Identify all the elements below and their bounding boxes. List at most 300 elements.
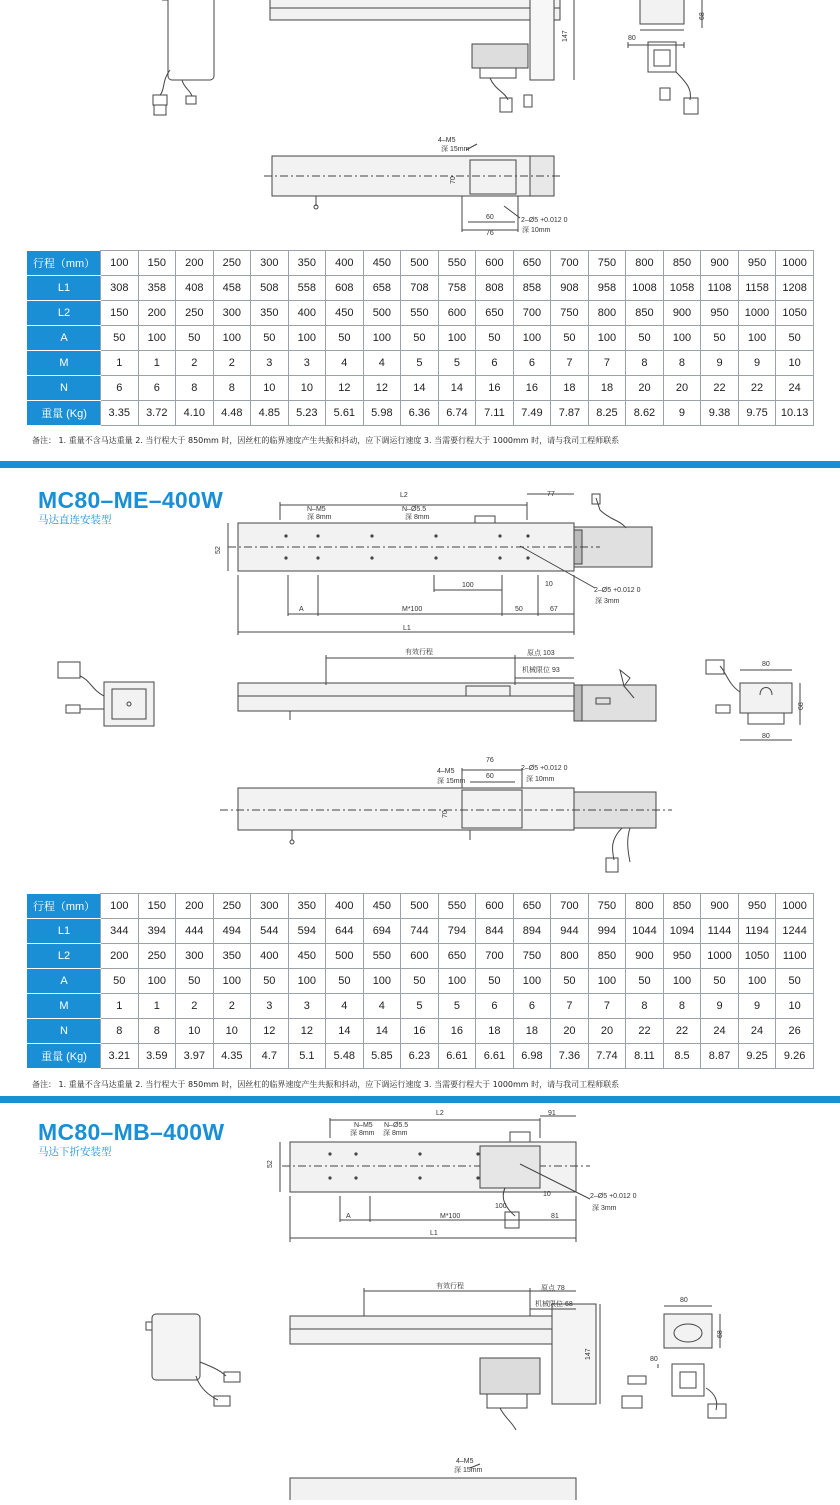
table-cell: 100	[138, 326, 176, 351]
table-cell: 100	[438, 326, 476, 351]
section-me-drawings	[0, 480, 840, 890]
table-cell: 900	[701, 251, 739, 276]
table-cell: 700	[551, 251, 589, 276]
dim-50: 50	[515, 606, 523, 613]
table-cell: 2	[213, 994, 251, 1019]
table-cell: 9	[738, 351, 776, 376]
table-cell: 24	[738, 1019, 776, 1044]
me-motor-end-view	[58, 662, 154, 726]
table-cell: 550	[363, 944, 401, 969]
table-cell: 50	[326, 969, 364, 994]
table-cell: 800	[626, 894, 664, 919]
table-cell: 650	[513, 251, 551, 276]
table-cell: 594	[288, 919, 326, 944]
side-motor-view	[153, 0, 214, 115]
table-cell: 5.1	[288, 1044, 326, 1069]
dim-10: 10	[545, 581, 553, 588]
dim-4-m5-b: 4–M5	[437, 768, 455, 775]
table-cell: 50	[251, 969, 289, 994]
bottom-view	[264, 144, 562, 232]
table-cell: 400	[326, 894, 364, 919]
table-cell: 20	[588, 1019, 626, 1044]
table-cell: 3	[251, 351, 289, 376]
table-row	[28, 376, 814, 401]
table-cell: 50	[176, 969, 214, 994]
dim-deep8b: 深 8mm	[405, 514, 430, 521]
table-cell: 20	[551, 1019, 589, 1044]
table-cell: 1100	[776, 944, 814, 969]
table-cell: 12	[363, 376, 401, 401]
table-cell: 508	[251, 276, 289, 301]
section-top-drawings	[0, 0, 840, 245]
table-cell: 850	[663, 894, 701, 919]
row-header: 重量 (Kg)	[28, 401, 101, 426]
table-cell: 50	[476, 969, 514, 994]
table-cell: 9	[663, 401, 701, 426]
dim-deep10: 深 10mm	[522, 227, 551, 234]
table-cell: 7.36	[551, 1044, 589, 1069]
dim-80b: 80	[650, 1356, 658, 1363]
table-cell: 344	[101, 919, 139, 944]
table-cell: 10	[251, 376, 289, 401]
table-cell: 22	[663, 1019, 701, 1044]
table-cell: 308	[101, 276, 139, 301]
table-note-1: 备注： 1. 重量不含马达重量 2. 当行程大于 850mm 时，因丝杠的临界速度产生共振和抖动，应下调运行速度 3. 当需要行程大于 1000mm 时，请与我司工程师联系	[32, 436, 620, 445]
table-cell: 14	[401, 376, 439, 401]
table-cell: 7.87	[551, 401, 589, 426]
table-cell: 100	[438, 969, 476, 994]
table-cell: 900	[701, 894, 739, 919]
dim-deep8b: 深 8mm	[383, 1130, 408, 1137]
table-row	[28, 276, 814, 301]
table-cell: 6.74	[438, 401, 476, 426]
table-cell: 550	[438, 894, 476, 919]
table-cell: 200	[176, 894, 214, 919]
end-view	[628, 0, 702, 114]
table-cell: 350	[213, 944, 251, 969]
table-cell: 100	[288, 326, 326, 351]
table-cell: 3	[251, 994, 289, 1019]
table-cell: 250	[213, 251, 251, 276]
dim-n-d55: N–Ø5.5	[402, 506, 427, 513]
table-row	[28, 251, 814, 276]
table-cell: 650	[476, 301, 514, 326]
table-cell: 600	[476, 251, 514, 276]
table-cell: 750	[513, 944, 551, 969]
table-cell: 50	[176, 326, 214, 351]
table-cell: 500	[401, 251, 439, 276]
me-right-end-view	[706, 660, 800, 740]
table-cell: 8.87	[701, 1044, 739, 1069]
table-cell: 1144	[701, 919, 739, 944]
table-cell: 400	[288, 301, 326, 326]
table-cell: 100	[363, 326, 401, 351]
dim-77: 77	[547, 491, 555, 498]
table-cell: 708	[401, 276, 439, 301]
table-cell: 394	[138, 919, 176, 944]
dim-68: 68	[717, 1330, 724, 1338]
table-cell: 944	[551, 919, 589, 944]
table-row	[28, 326, 814, 351]
table-cell: 900	[663, 301, 701, 326]
table-cell: 12	[326, 376, 364, 401]
table-cell: 18	[588, 376, 626, 401]
table-cell: 7	[551, 351, 589, 376]
table-cell: 4	[326, 351, 364, 376]
table-cell: 8	[626, 994, 664, 1019]
table-cell: 450	[363, 894, 401, 919]
table-row	[28, 919, 814, 944]
table-cell: 22	[701, 376, 739, 401]
table-cell: 5	[401, 994, 439, 1019]
table-cell: 608	[326, 276, 364, 301]
row-header: N	[28, 1019, 101, 1044]
table-cell: 4.10	[176, 401, 214, 426]
table-cell: 458	[213, 276, 251, 301]
table-cell: 600	[438, 301, 476, 326]
dim-10: 10	[543, 1191, 551, 1198]
table-cell: 1044	[626, 919, 664, 944]
table-cell: 9	[738, 994, 776, 1019]
table-cell: 250	[213, 894, 251, 919]
table-cell: 200	[101, 944, 139, 969]
table-row	[28, 301, 814, 326]
table-cell: 1008	[626, 276, 664, 301]
table-cell: 408	[176, 276, 214, 301]
dim-n-m5: N–M5	[307, 506, 326, 513]
table-cell: 7	[551, 994, 589, 1019]
table-cell: 4	[326, 994, 364, 1019]
spec-table-1	[27, 250, 814, 426]
table-cell: 2	[213, 351, 251, 376]
table-cell: 9.26	[776, 1044, 814, 1069]
table-cell: 18	[551, 376, 589, 401]
table-cell: 8.11	[626, 1044, 664, 1069]
table-cell: 3	[288, 994, 326, 1019]
table-cell: 4	[363, 351, 401, 376]
me-top-view	[228, 494, 652, 635]
dim-91: 91	[548, 1110, 556, 1117]
table-cell: 8.25	[588, 401, 626, 426]
table-cell: 100	[138, 969, 176, 994]
table-cell: 12	[288, 1019, 326, 1044]
table-cell: 5	[438, 351, 476, 376]
dim-l1: L1	[430, 1230, 438, 1237]
table-cell: 6.61	[476, 1044, 514, 1069]
dim-deep15: 深 15mm	[454, 1467, 483, 1474]
table-cell: 750	[588, 251, 626, 276]
dim-origin: 原点 78	[541, 1285, 565, 1292]
table-cell: 8.62	[626, 401, 664, 426]
table-cell: 2	[176, 351, 214, 376]
table-cell: 1158	[738, 276, 776, 301]
table-cell: 100	[213, 326, 251, 351]
table-cell: 450	[288, 944, 326, 969]
dim-m100: M*100	[440, 1213, 461, 1220]
table-cell: 650	[513, 894, 551, 919]
model-subtitle-2: 马达下折安装型	[38, 1146, 112, 1158]
section-mb-drawings	[0, 1104, 840, 1500]
table-cell: 600	[476, 894, 514, 919]
table-cell: 8	[663, 994, 701, 1019]
table-cell: 22	[626, 1019, 664, 1044]
table-cell: 100	[101, 894, 139, 919]
table-cell: 1000	[776, 251, 814, 276]
row-header: 行程（mm）	[28, 251, 101, 276]
table-cell: 800	[551, 944, 589, 969]
table-cell: 900	[626, 944, 664, 969]
dim-60: 60	[486, 214, 494, 221]
table-cell: 5	[438, 994, 476, 1019]
table-cell: 700	[551, 894, 589, 919]
table-cell: 200	[176, 251, 214, 276]
table-cell: 100	[513, 969, 551, 994]
table-cell: 2	[176, 994, 214, 1019]
table-cell: 444	[176, 919, 214, 944]
table-cell: 844	[476, 919, 514, 944]
dim-52: 52	[215, 546, 222, 554]
table-cell: 4	[363, 994, 401, 1019]
table-cell: 8	[176, 376, 214, 401]
dim-81: 81	[551, 1213, 559, 1220]
dim-52: 52	[267, 1160, 274, 1168]
table-cell: 6	[513, 351, 551, 376]
table-cell: 350	[288, 894, 326, 919]
table-cell: 100	[738, 969, 776, 994]
table-cell: 1000	[701, 944, 739, 969]
table-cell: 1094	[663, 919, 701, 944]
mb-end-view	[622, 1306, 726, 1418]
table-cell: 14	[438, 376, 476, 401]
table-cell: 20	[663, 376, 701, 401]
table-cell: 14	[326, 1019, 364, 1044]
table-cell: 750	[551, 301, 589, 326]
dim-stroke: 有效行程	[436, 1283, 464, 1290]
table-cell: 100	[663, 326, 701, 351]
table-cell: 5	[401, 351, 439, 376]
table-cell: 9	[701, 351, 739, 376]
dim-deep15: 深 15mm	[437, 778, 466, 785]
table-cell: 10	[176, 1019, 214, 1044]
table-cell: 100	[101, 251, 139, 276]
table-cell: 14	[363, 1019, 401, 1044]
table-cell: 4.48	[213, 401, 251, 426]
table-cell: 7	[588, 351, 626, 376]
table-cell: 500	[326, 944, 364, 969]
row-header: L1	[28, 276, 101, 301]
table-cell: 20	[626, 376, 664, 401]
table-cell: 8	[138, 1019, 176, 1044]
table-cell: 5.98	[363, 401, 401, 426]
table-row	[28, 1044, 814, 1069]
table-cell: 850	[588, 944, 626, 969]
table-cell: 6.23	[401, 1044, 439, 1069]
table-cell: 100	[738, 326, 776, 351]
table-cell: 450	[363, 251, 401, 276]
table-cell: 100	[513, 326, 551, 351]
table-cell: 750	[588, 894, 626, 919]
table-cell: 100	[288, 969, 326, 994]
front-view-body	[270, 0, 574, 112]
table-cell: 26	[776, 1019, 814, 1044]
model-title: MC80–ME–400W	[38, 487, 224, 513]
dim-80: 80	[762, 661, 770, 668]
table-cell: 958	[588, 276, 626, 301]
table-cell: 5.85	[363, 1044, 401, 1069]
top-technical-drawing	[0, 0, 840, 245]
table-cell: 1194	[738, 919, 776, 944]
dim-limit: 机械限位 93	[522, 667, 560, 674]
table-row	[28, 401, 814, 426]
dim-80: 80	[680, 1297, 688, 1304]
table-cell: 6.36	[401, 401, 439, 426]
table-cell: 5.48	[326, 1044, 364, 1069]
dim-n-m5: N–M5	[354, 1122, 373, 1129]
dim-68: 68	[798, 702, 805, 710]
table-cell: 1	[138, 994, 176, 1019]
dim-l2: L2	[400, 492, 408, 499]
spec-table-2	[27, 893, 814, 1069]
table-cell: 850	[663, 251, 701, 276]
row-header: N	[28, 376, 101, 401]
mb-motor-side-view	[146, 1314, 240, 1406]
table-cell: 694	[363, 919, 401, 944]
section-divider-2	[0, 1096, 840, 1103]
table-cell: 908	[551, 276, 589, 301]
table-cell: 950	[701, 301, 739, 326]
dim-60: 60	[486, 773, 494, 780]
table-note-2: 备注： 1. 重量不含马达重量 2. 当行程大于 850mm 时，因丝杠的临界速度产生共振和抖动，应下调运行速度 3. 当需要行程大于 1000mm 时，请与我司工程师联系	[32, 1080, 620, 1089]
dim-70: 70	[450, 176, 457, 184]
dim-l2: L2	[436, 1110, 444, 1117]
table-cell: 8	[626, 351, 664, 376]
table-cell: 9.25	[738, 1044, 776, 1069]
table-cell: 400	[326, 251, 364, 276]
table-cell: 950	[663, 944, 701, 969]
table-cell: 6	[101, 376, 139, 401]
dim-80b: 80	[762, 733, 770, 740]
table-cell: 358	[138, 276, 176, 301]
dim-4-m5: 4–M5	[438, 137, 456, 144]
table-cell: 8.5	[663, 1044, 701, 1069]
table-cell: 994	[588, 919, 626, 944]
table-cell: 250	[138, 944, 176, 969]
dim-68: 68	[699, 12, 706, 20]
table-cell: 658	[363, 276, 401, 301]
dim-n-d55: N–Ø5.5	[384, 1122, 409, 1129]
table-cell: 50	[476, 326, 514, 351]
table-cell: 50	[701, 969, 739, 994]
table-cell: 100	[213, 969, 251, 994]
table-cell: 1000	[738, 301, 776, 326]
row-header: M	[28, 994, 101, 1019]
table-cell: 4.85	[251, 401, 289, 426]
dim-l1: L1	[403, 625, 411, 632]
table-cell: 50	[626, 326, 664, 351]
table-cell: 6	[476, 351, 514, 376]
table-cell: 16	[513, 376, 551, 401]
table-cell: 950	[738, 251, 776, 276]
dim-deep8: 深 8mm	[350, 1130, 375, 1137]
table-cell: 850	[626, 301, 664, 326]
dim-deep8: 深 8mm	[307, 514, 332, 521]
table-cell: 7	[588, 994, 626, 1019]
table-cell: 3.21	[101, 1044, 139, 1069]
table-cell: 24	[776, 376, 814, 401]
table-cell: 400	[251, 944, 289, 969]
table-cell: 8	[213, 376, 251, 401]
row-header: A	[28, 326, 101, 351]
table-cell: 1000	[776, 894, 814, 919]
table-cell: 350	[251, 301, 289, 326]
dim-a: A	[346, 1213, 351, 1220]
table-cell: 500	[401, 894, 439, 919]
table-cell: 808	[476, 276, 514, 301]
table-cell: 950	[738, 894, 776, 919]
table-cell: 10	[776, 351, 814, 376]
row-header: A	[28, 969, 101, 994]
table-cell: 50	[626, 969, 664, 994]
table-cell: 1	[138, 351, 176, 376]
table-cell: 3.72	[138, 401, 176, 426]
table-cell: 544	[251, 919, 289, 944]
model-subtitle: 马达直连安装型	[38, 514, 112, 526]
row-header: M	[28, 351, 101, 376]
table-cell: 558	[288, 276, 326, 301]
table-cell: 50	[326, 326, 364, 351]
dim-origin: 原点 103	[527, 650, 555, 657]
row-header: L2	[28, 944, 101, 969]
table-cell: 10.13	[776, 401, 814, 426]
table-cell: 9.75	[738, 401, 776, 426]
table-cell: 1	[101, 994, 139, 1019]
table-cell: 50	[101, 969, 139, 994]
table-cell: 1058	[663, 276, 701, 301]
dim-a: A	[299, 606, 304, 613]
table-cell: 50	[776, 326, 814, 351]
table-cell: 5.23	[288, 401, 326, 426]
table-cell: 8	[663, 351, 701, 376]
dim-pin: 2–Ø5 +0.012 0	[594, 587, 641, 594]
table-cell: 4.7	[251, 1044, 289, 1069]
dim-pin: 2–Ø5 +0.012 0	[590, 1193, 637, 1200]
table-cell: 6	[138, 376, 176, 401]
table-cell: 1	[101, 351, 139, 376]
dim-100: 100	[462, 582, 474, 589]
section-divider	[0, 461, 840, 468]
mb-technical-drawing	[0, 1104, 840, 1500]
table-cell: 1108	[701, 276, 739, 301]
table-cell: 794	[438, 919, 476, 944]
dim-147: 147	[562, 30, 569, 42]
table-cell: 5.61	[326, 401, 364, 426]
table-cell: 150	[101, 301, 139, 326]
table-cell: 1050	[738, 944, 776, 969]
dim-stroke: 有效行程	[405, 649, 433, 656]
table-cell: 700	[476, 944, 514, 969]
table-cell: 9	[701, 994, 739, 1019]
dim-147: 147	[585, 1348, 592, 1360]
dim-4-m5: 4–M5	[456, 1458, 474, 1465]
dim-76: 76	[486, 230, 494, 237]
table-cell: 10	[776, 994, 814, 1019]
row-header: 重量 (Kg)	[28, 1044, 101, 1069]
table-cell: 6	[476, 994, 514, 1019]
table-cell: 50	[101, 326, 139, 351]
table-cell: 858	[513, 276, 551, 301]
table-cell: 7.49	[513, 401, 551, 426]
table-cell: 50	[401, 969, 439, 994]
